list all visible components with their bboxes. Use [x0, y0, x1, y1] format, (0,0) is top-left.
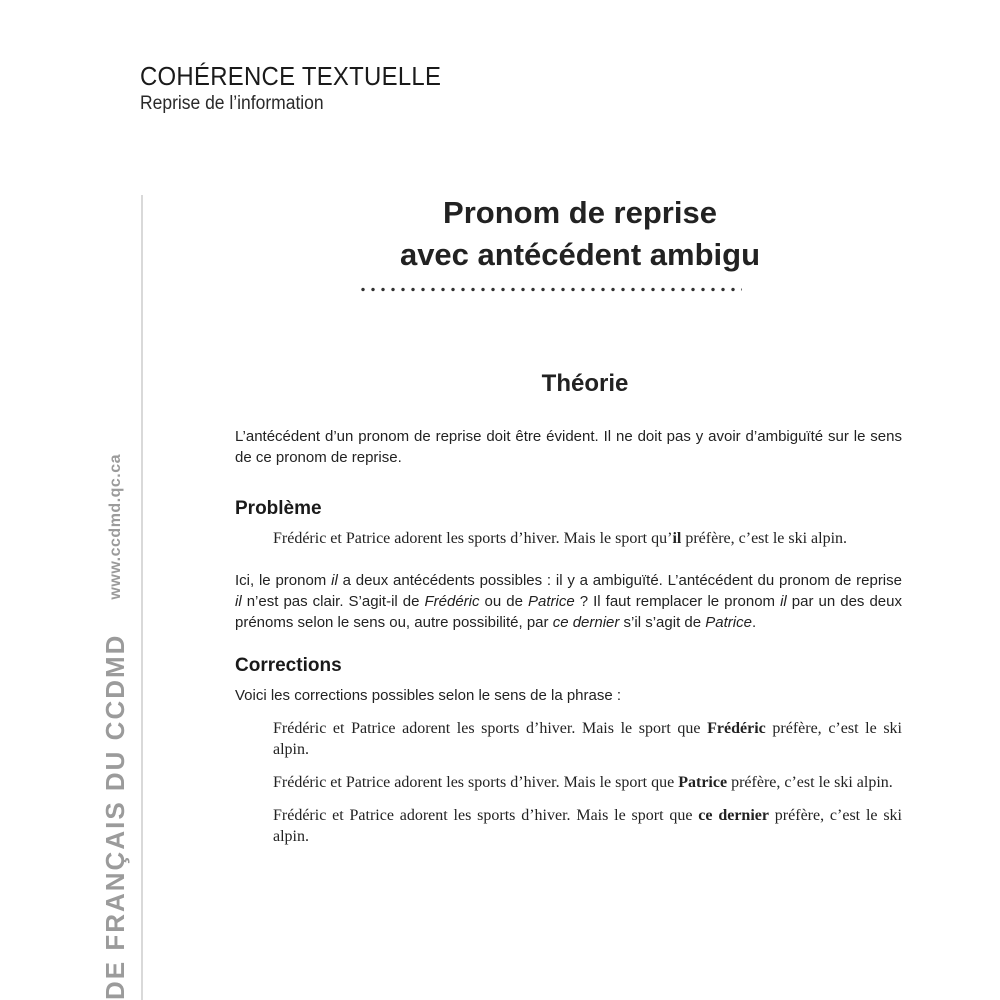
- margin-rule: [141, 195, 143, 1000]
- text: Frédéric et Patrice adorent les sports d’hiver. Mais le sport que: [273, 720, 708, 737]
- italic-text: Frédéric: [424, 593, 480, 610]
- text: .: [751, 614, 757, 631]
- text: Ici, le pronom: [235, 572, 332, 589]
- text: ? Il faut remplacer le pronom: [574, 593, 781, 610]
- probleme-heading: Problème: [235, 498, 322, 519]
- running-header: [140, 60, 467, 116]
- text: par un des deux prénoms selon le sens ou, autre possibilité, par: [235, 593, 902, 631]
- correction-item: [235, 718, 902, 760]
- text: a deux antécédents possibles : il y a ambiguïté. L’antécédent du pronom de reprise: [337, 572, 902, 589]
- text: s’il s’agit de: [619, 614, 706, 631]
- chapter-subtitle: Reprise de l’information: [140, 93, 324, 114]
- corrections-heading: Corrections: [235, 655, 342, 676]
- italic-text: Patrice: [705, 614, 752, 631]
- page-title-line2: avec antécédent ambigu: [399, 237, 761, 272]
- example-text: préfère, c’est le ski alpin.: [681, 530, 848, 547]
- example-pronoun: il: [672, 530, 682, 547]
- italic-text: il: [331, 572, 338, 589]
- text: Frédéric et Patrice adorent les sports d’hiver. Mais le sport que: [273, 774, 679, 791]
- page-title: [330, 192, 830, 276]
- probleme-example: [235, 528, 902, 549]
- chapter-title: COHÉRENCE TEXTUELLE: [140, 61, 442, 91]
- publisher-url: www.ccdmd.qc.ca: [107, 453, 124, 600]
- text: préfère, c’est le ski alpin.: [727, 774, 893, 791]
- corrections-intro: Voici les corrections possibles selon le sens de la phrase :: [235, 687, 622, 704]
- bold-text: Frédéric: [707, 720, 766, 737]
- main-content: [235, 426, 902, 847]
- explanation-paragraph: [235, 570, 902, 633]
- dotted-divider: [358, 287, 742, 292]
- italic-text: Patrice: [528, 593, 575, 610]
- italic-text: il: [235, 593, 242, 610]
- text: Frédéric et Patrice adorent les sports d’hiver. Mais le sport que: [273, 807, 699, 824]
- section-title: Théorie: [541, 370, 629, 397]
- intro-paragraph: L’antécédent d’un pronom de reprise doit être évident. Il ne doit pas y avoir d’ambiguïté sur le sens de ce pronom de reprise.: [235, 428, 902, 466]
- bold-text: Patrice: [678, 774, 728, 791]
- sidebar-vertical-text: [100, 454, 131, 1000]
- bold-text: ce dernier: [698, 807, 769, 824]
- correction-item: [235, 772, 902, 793]
- text: préfère, c’est le ski alpin.: [273, 807, 902, 845]
- text: n’est pas clair. S’agit-il de: [241, 593, 425, 610]
- text: préfère, c’est le ski alpin.: [273, 720, 902, 758]
- page-title-line1: Pronom de reprise: [443, 195, 717, 230]
- example-text: Frédéric et Patrice adorent les sports d’hiver. Mais le sport qu’: [273, 530, 673, 547]
- text: ou de: [479, 593, 529, 610]
- correction-item: [235, 805, 902, 847]
- italic-text: il: [780, 593, 787, 610]
- publisher-name: DE FRANÇAIS DU CCDMD: [100, 633, 130, 1000]
- italic-text: ce dernier: [552, 614, 620, 631]
